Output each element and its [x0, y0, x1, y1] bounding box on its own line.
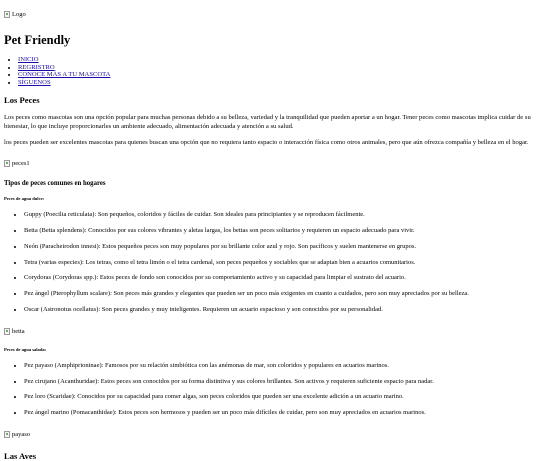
- logo-alt-text: Logo: [12, 11, 26, 18]
- broken-image-icon: [4, 11, 10, 18]
- payaso-alt-text: payaso: [12, 430, 31, 438]
- section-heading-peces: Los Peces: [4, 95, 40, 106]
- list-item: • Betta (Betta splendens): Conocidos por sus colores vibrantes y aletas largas, los bettas son peces solitarios y requieren un espacio adecuado para vivir.: [24, 227, 536, 235]
- list-item: • Pez loro (Scaridae): Conocidos por su capacidad para comer algas, son peces coloridos que pueden ser una excelente adición a un acuario marino.: [24, 393, 536, 401]
- site-title: Pet Friendly: [4, 33, 71, 47]
- nav-link-siguenos[interactable]: SÍGUENOS: [18, 78, 51, 86]
- nav-link-inicio[interactable]: INICIO: [18, 56, 39, 63]
- nav-item-siguenos: [18, 79, 536, 87]
- section-heading-aves: Las Aves: [4, 450, 37, 461]
- peces-second-paragraph: los peces pueden ser excelentes mascotas para quienes buscan una opción que no requiera tanto espacio o interacción física como otros animales, pero que aún ofrezca compañía y belleza en el hogar.: [4, 138, 529, 146]
- betta-image: [4, 327, 25, 336]
- peces1-image: [4, 159, 30, 168]
- main-nav: [4, 56, 536, 86]
- betta-alt-text: betta: [12, 327, 25, 335]
- nav-link-registro[interactable]: REGRISTRO: [18, 63, 55, 71]
- list-item: • Guppy (Poecilia reticulata): Son pequeños, coloridos y fáciles de cuidar. Son ideales para principiantes y se reproducen fácilmente.: [24, 211, 536, 219]
- nav-item-conoce: [18, 71, 536, 79]
- freshwater-list: [4, 211, 536, 314]
- saltwater-list: [4, 362, 536, 417]
- nav-link-conoce[interactable]: CONOCE MÁS A TU MASCOTA: [18, 71, 111, 79]
- list-item: • Pez payaso (Amphiprioninae): Famosos por su relación simbiótica con las anémonas de mar, son coloridos y populares en acuarios marinos.: [24, 362, 536, 370]
- list-item: • Pez cirujano (Acanthuridae): Estos peces son conocidos por su forma distintiva y sus colores brillantes. Son activos y requieren suficiente espacio para nadar.: [24, 378, 536, 386]
- saltwater-heading: Peces de agua salada:: [4, 346, 47, 352]
- freshwater-heading: Peces de agua dulce:: [4, 196, 45, 202]
- peces1-alt-text: peces1: [12, 160, 30, 168]
- list-item: • Tetra (varias especies): Los tetras, como el tetra limón o el tetra cardenal, son peces pequeños y sociables que se adaptan bien a acuarios comunitarios.: [24, 259, 536, 267]
- broken-image-icon: [4, 431, 10, 438]
- nav-item-inicio: [18, 56, 536, 64]
- logo-image: [4, 10, 26, 19]
- broken-image-icon: [4, 160, 10, 167]
- peces-intro-paragraph: Los peces como mascotas son una opción popular para muchas personas debido a su belleza, variedad y la tranquilidad que pueden aportar a un hogar. Tener peces como mascotas implica cuidar de su bienestar, lo que incluye proporcionarles un ambiente adecuado, alimentación adecuada y atención a su salud.: [4, 114, 531, 130]
- broken-image-icon: [4, 328, 10, 335]
- payaso-image: [4, 430, 30, 439]
- types-heading: Tipos de peces comunes en hogares: [4, 180, 106, 188]
- list-item: • Neón (Paracheirodon innesi): Estos pequeños peces son muy populares por su brillante color azul y rojo. Son pacíficos y suelen mantenerse en grupos.: [24, 243, 536, 251]
- list-item: • Corydoras (Corydoras spp.): Estos peces de fondo son conocidos por su comportamiento activo y su capacidad para limpiar el sustrato del acuario.: [24, 274, 536, 282]
- list-item: • Oscar (Astronotus ocellatus): Son peces grandes y muy inteligentes. Requieren un acuario espacioso y son conocidos por su personalidad.: [24, 306, 536, 314]
- list-item: • Pez ángel (Pterophyllum scalare): Son peces más grandes y elegantes que pueden ser un poco más exigentes en cuanto a cuidados, pero son muy apreciados por su belleza.: [24, 290, 536, 298]
- list-item: • Pez ángel marino (Pomacanthidae): Estos peces son hermosos y pueden ser un poco más difíciles de cuidar, pero son muy apreciados en acuarios marinos.: [24, 409, 536, 417]
